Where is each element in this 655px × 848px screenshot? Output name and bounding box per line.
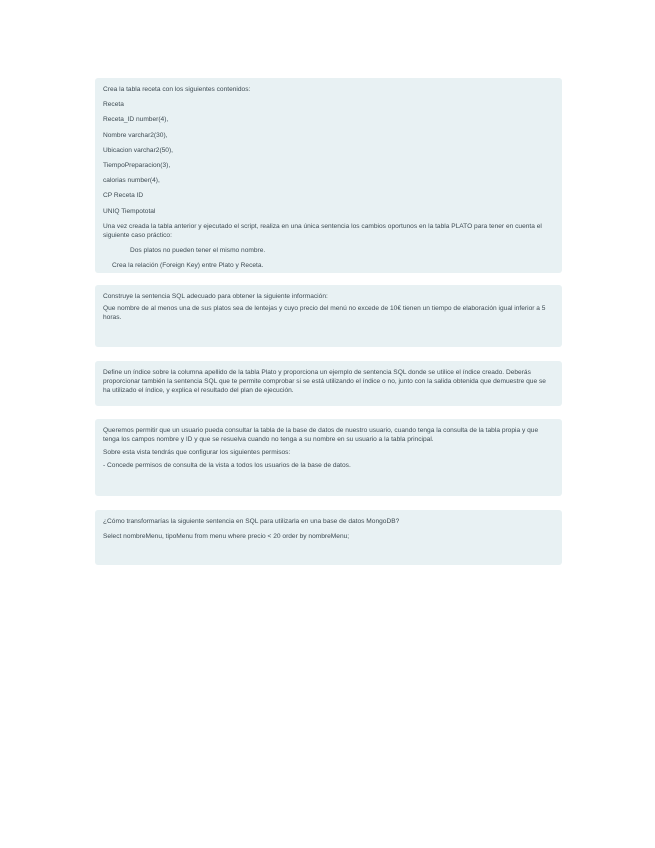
question-title: Construye la sentencia SQL adecuado para obtener la siguiente información: bbox=[103, 293, 328, 300]
field-primary-key: CP Receta ID bbox=[103, 192, 144, 200]
field-ubicacion: Ubicacion varchar2(50), bbox=[103, 146, 173, 154]
sql-query: Select nombreMenu, tipoMenu from menu where precio < 20 order by nombreMenu; bbox=[103, 533, 350, 540]
table-name: Receta bbox=[103, 101, 124, 109]
question-body: Que nombre de al menos una de sus platos sea de lentejas y cuyo precio del menú no excede de 10€ tienen un tiempo de elaboración igual inferior a 5 horas. bbox=[103, 305, 546, 321]
field-tiempo: TiempoPreparacion(3), bbox=[103, 161, 171, 169]
question-body: Queremos permitir que un usuario pueda consultar la tabla de la base de datos de nuestro usuario, cuando tenga la consulta de la tabla propia y que tenga los campos nombre y ID y que se resuelva cuando no tenga a su nombre en su usuario a la tabla principal. bbox=[103, 427, 539, 443]
question-subtitle: Sobre esta vista tendrás que configurar los siguientes permisos: bbox=[103, 449, 291, 456]
question-card-indice bbox=[95, 361, 562, 406]
question-card-receta bbox=[95, 78, 562, 273]
field-receta-id: Receta_ID number(4), bbox=[103, 116, 169, 124]
question-card-permisos bbox=[95, 419, 562, 496]
question-instructions: Una vez creada la tabla anterior y ejecutado el script, realiza en una única sentencia los cambios oportunos en la tabla PLATO para tener en cuenta el siguiente caso práctico: bbox=[103, 222, 542, 239]
question-title: ¿Cómo transformarías la siguiente sentencia en SQL para utilizarla en una base de datos MongoDB? bbox=[103, 518, 400, 525]
permission-item: - Concede permisos de consulta de la vista a todos los usuarios de la base de datos. bbox=[103, 462, 351, 469]
rule-unique-name: Dos platos no pueden tener el mismo nombre. bbox=[130, 246, 266, 254]
field-calorias: calorias number(4), bbox=[103, 177, 160, 185]
question-intro: Crea la tabla receta con los siguientes contenidos: bbox=[103, 86, 251, 93]
field-nombre: Nombre varchar2(30), bbox=[103, 131, 168, 139]
question-card-consulta bbox=[95, 285, 562, 347]
rule-foreign-key: Crea la relación (Foreign Key) entre Plato y Receta. bbox=[112, 262, 264, 270]
question-body: Define un índice sobre la columna apellido de la tabla Plato y proporciona un ejemplo de sentencia SQL donde se utilice el índice creado. Deberás proporcionar también la sentencia SQL que te permite comprobar si se está utilizando el índice o no, junto con la salida obtenida que demuestre que se ha utilizado el índice, y explica el resultado del plan de ejecución. bbox=[103, 369, 546, 394]
field-unique: UNIQ Tiempototal bbox=[103, 207, 156, 215]
question-card-mongodb bbox=[95, 510, 562, 565]
